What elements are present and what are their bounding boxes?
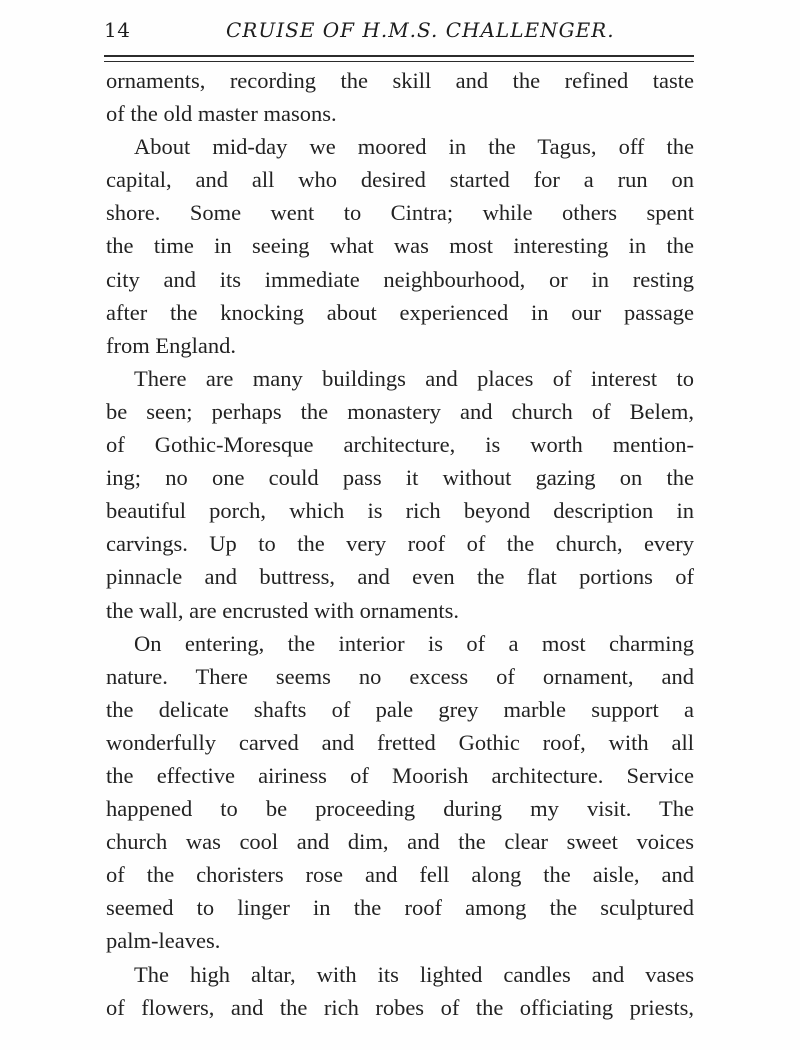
text-line: pinnacle and buttress, and even the flat portions of (106, 564, 694, 590)
page-number: 14 (104, 18, 131, 42)
text-line: of the choristers rose and fell along the aisle, and (106, 862, 694, 888)
text-line: ing; no one could pass it without gazing on the (106, 465, 694, 491)
text-line: of flowers, and the rich robes of the officiating priests, (106, 994, 694, 1020)
header-rule-thick (104, 55, 694, 57)
text-line: the time in seeing what was most interesting in the (106, 233, 694, 259)
text-line: There are many buildings and places of interest to (134, 365, 694, 391)
text-line: of Gothic-Moresque architecture, is worth mention- (106, 432, 694, 458)
text-line: beautiful porch, which is rich beyond description in (106, 498, 694, 524)
body-text (106, 64, 694, 1024)
text-line: of the old master masons. (106, 101, 337, 127)
text-line: wonderfully carved and fretted Gothic roof, with all (106, 729, 694, 755)
running-title: CRUISE OF H.M.S. CHALLENGER. (226, 18, 615, 42)
text-line: the effective airiness of Moorish architecture. Service (106, 762, 694, 788)
text-line: capital, and all who desired started for a run on (106, 167, 694, 193)
text-line: city and its immediate neighbourhood, or in resting (106, 266, 694, 292)
text-line: shore. Some went to Cintra; while others spent (106, 200, 694, 226)
text-line: from England. (106, 332, 236, 358)
text-line: The high altar, with its lighted candles and vases (134, 961, 694, 987)
text-line: happened to be proceeding during my visit. The (106, 796, 694, 822)
text-line: palm-leaves. (106, 928, 221, 954)
text-line: the wall, are encrusted with ornaments. (106, 597, 460, 623)
text-line: On entering, the interior is of a most charming (134, 630, 694, 656)
text-line: be seen; perhaps the monastery and church of Belem, (106, 398, 694, 424)
text-line: church was cool and dim, and the clear sweet voices (106, 829, 694, 855)
text-line: seemed to linger in the roof among the sculptured (106, 895, 694, 921)
text-line: About mid-day we moored in the Tagus, off the (134, 134, 694, 160)
running-head (104, 18, 694, 50)
text-line: ornaments, recording the skill and the refined taste (106, 68, 694, 93)
text-line: the delicate shafts of pale grey marble support a (106, 696, 694, 722)
header-rule-thin (104, 61, 694, 62)
text-line: nature. There seems no excess of ornament, and (106, 663, 694, 689)
text-line: carvings. Up to the very roof of the church, every (106, 531, 694, 557)
text-line: after the knocking about experienced in our passage (106, 299, 694, 325)
